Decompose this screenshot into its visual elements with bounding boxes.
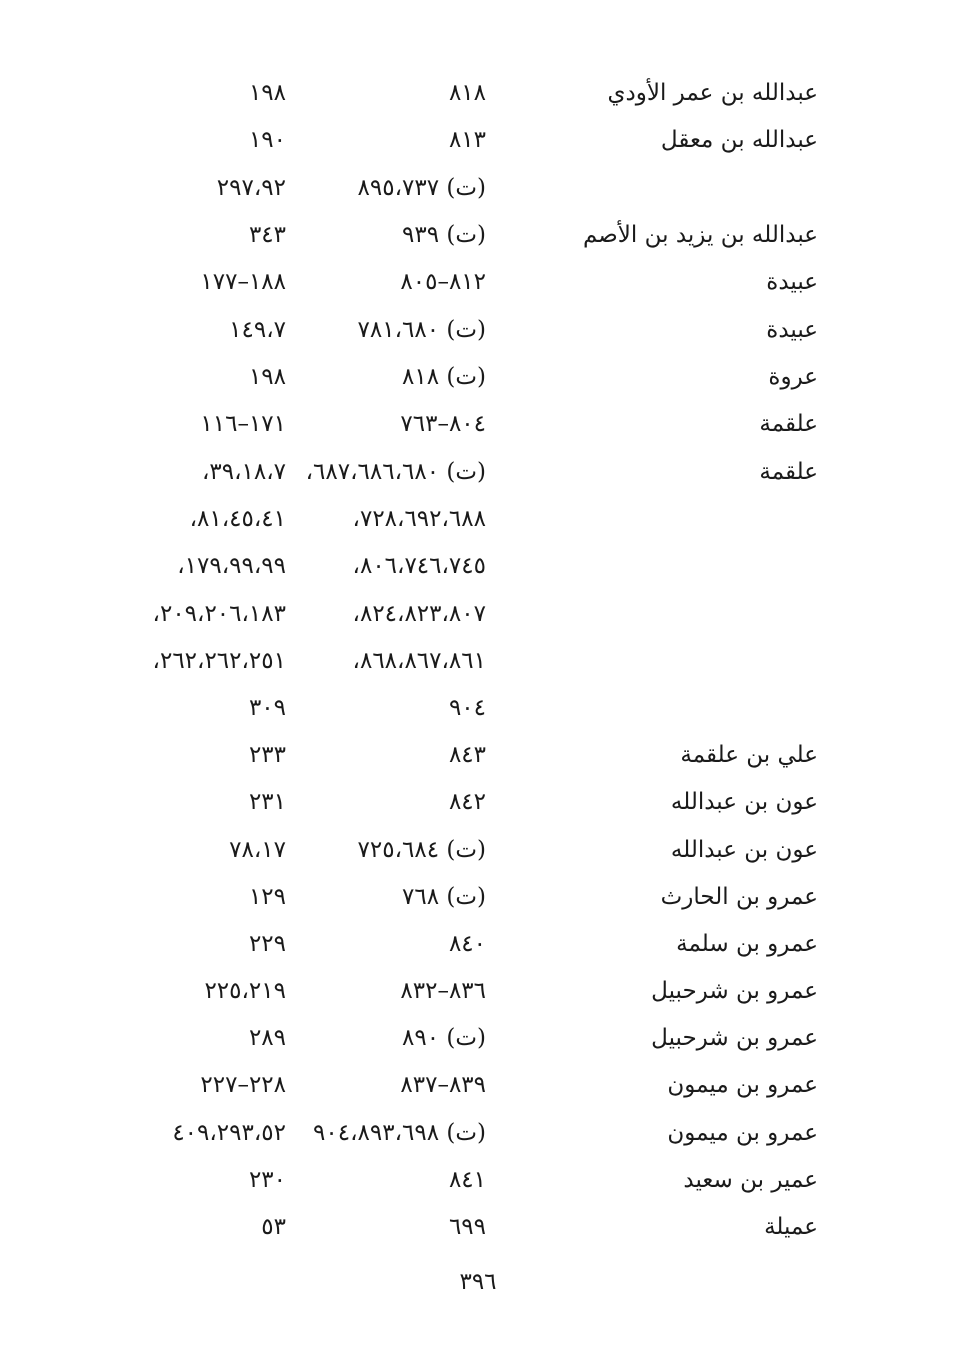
index-row [0, 404, 956, 444]
entry-refs: (ت) ٧٢٥،٦٨٤ [357, 837, 486, 863]
entry-name: عون بن عبدالله [670, 837, 818, 863]
index-row [0, 735, 956, 775]
entry-pages: ٣٠٩ [248, 695, 286, 721]
entry-refs: ٨١٣ [448, 127, 486, 153]
index-row [0, 499, 956, 539]
index-row [0, 546, 956, 586]
index-row [0, 1113, 956, 1153]
index-row [0, 120, 956, 160]
entry-name [518, 594, 818, 634]
entry-refs: ٨٤٠ [448, 931, 486, 957]
entry-name: عمرو بن ميمون [667, 1120, 818, 1146]
entry-name: عون بن عبدالله [670, 789, 818, 815]
index-row [0, 594, 956, 634]
entry-pages: ٣٤٣ [248, 222, 286, 248]
entry-name: عبدالله بن يزيد بن الأصم [582, 222, 818, 248]
entry-refs: ٨١٨ [448, 80, 486, 106]
entry-refs: ٨٣٩–٨٣٧ [400, 1072, 486, 1098]
index-row [0, 1065, 956, 1105]
index-row [0, 168, 956, 208]
entry-refs: ٨٤١ [448, 1167, 486, 1193]
entry-name: علي بن علقمة [680, 742, 818, 768]
entry-pages: ١٧١–١١٦ [200, 411, 286, 437]
entry-pages: ١٩٠ [248, 127, 286, 153]
entry-refs: (ت) ٦٨٧،٦٨٦،٦٨٠، [305, 459, 486, 485]
entry-name: عبدالله بن عمر الأودي [607, 80, 818, 106]
entry-name [518, 546, 818, 586]
entry-name: عميلة [764, 1214, 818, 1240]
entry-pages: ٢٦٢،٢٦٢،٢٥١، [152, 648, 286, 674]
index-row [0, 262, 956, 302]
entry-refs: ٨٠٤–٧٦٣ [400, 411, 486, 437]
entry-name: علقمة [759, 411, 818, 437]
entry-pages: ٢٠٩،٢٠٦،١٨٣، [152, 601, 286, 627]
entry-name: عمير بن سعيد [683, 1167, 818, 1193]
index-row [0, 924, 956, 964]
entry-pages: ٤٠٩،٢٩٣،٥٢ [172, 1120, 286, 1146]
entry-refs: (ت) ٩٣٩ [402, 222, 486, 248]
entry-name [518, 688, 818, 728]
index-row [0, 1207, 956, 1247]
entry-pages: ٥٣ [261, 1214, 286, 1240]
index-row [0, 641, 956, 681]
entry-refs: (ت) ٩٠٤،٨٩٣،٦٩٨ [313, 1120, 486, 1146]
entry-name: عبيدة [766, 269, 818, 295]
index-row [0, 452, 956, 492]
entry-pages: ٨١،٤٥،٤١، [189, 506, 286, 532]
index-row [0, 830, 956, 870]
page-number: ٣٩٦ [459, 1269, 497, 1295]
entry-name: عمرو بن سلمة [676, 931, 818, 957]
entry-refs: ٧٢٨،٦٩٢،٦٨٨، [352, 506, 486, 532]
entry-pages: ٢٣١ [248, 789, 286, 815]
entry-refs: (ت) ٨٩٠ [402, 1025, 486, 1051]
entry-refs: ٨٠٦،٧٤٦،٧٤٥، [352, 553, 486, 579]
entry-name [518, 499, 818, 539]
entry-refs: ٩٠٤ [448, 695, 486, 721]
entry-pages: ٢٣٠ [248, 1167, 286, 1193]
entry-refs: ٨٤٣ [448, 742, 486, 768]
index-row [0, 1018, 956, 1058]
entry-name: عمرو بن شرحبيل [651, 1025, 818, 1051]
entry-name [518, 641, 818, 681]
entry-pages: ١٨٨–١٧٧ [200, 269, 286, 295]
entry-pages: ١٧٩،٩٩،٩٩، [177, 553, 286, 579]
index-row [0, 971, 956, 1011]
entry-pages: ٢٣٣ [248, 742, 286, 768]
entry-pages: ٢٢٨–٢٢٧ [200, 1072, 286, 1098]
entry-pages: ١٢٩ [248, 884, 286, 910]
index-row [0, 1160, 956, 1200]
index-row [0, 357, 956, 397]
index-row [0, 782, 956, 822]
entry-refs: ٨٢٤،٨٢٣،٨٠٧، [352, 601, 486, 627]
entry-pages: ٢٢٥،٢١٩ [204, 978, 286, 1004]
entry-refs: (ت) ٧٦٨ [402, 884, 486, 910]
entry-name: عروة [768, 364, 818, 390]
entry-pages: ٧٨،١٧ [229, 837, 286, 863]
entry-refs: (ت) ٧٨١،٦٨٠ [357, 317, 486, 343]
entry-refs: ٨٤٢ [448, 789, 486, 815]
entry-refs: (ت) ٨٩٥،٧٣٧ [357, 175, 486, 201]
index-row [0, 877, 956, 917]
entry-pages: ٢٩٧،٩٢ [216, 175, 286, 201]
entry-name: علقمة [759, 459, 818, 485]
entry-pages: ٣٩،١٨،٧، [201, 459, 286, 485]
entry-name: عمرو بن ميمون [667, 1072, 818, 1098]
entry-name [518, 168, 818, 208]
entry-refs: ٦٩٩ [448, 1214, 486, 1240]
entry-refs: ٨٣٦–٨٣٢ [400, 978, 486, 1004]
index-row [0, 310, 956, 350]
entry-refs: ٨١٢–٨٠٥ [400, 269, 486, 295]
entry-name: عبدالله بن معقل [660, 127, 818, 153]
index-row [0, 73, 956, 113]
entry-name: عبيدة [766, 317, 818, 343]
entry-pages: ٢٨٩ [248, 1025, 286, 1051]
entry-refs: ٨٦٨،٨٦٧،٨٦١، [352, 648, 486, 674]
entry-pages: ١٩٨ [248, 80, 286, 106]
entry-pages: ١٤٩،٧ [229, 317, 286, 343]
entry-pages: ١٩٨ [248, 364, 286, 390]
entry-pages: ٢٢٩ [248, 931, 286, 957]
entry-name: عمرو بن شرحبيل [651, 978, 818, 1004]
entry-refs: (ت) ٨١٨ [402, 364, 486, 390]
index-row [0, 215, 956, 255]
entry-name: عمرو بن الحارث [660, 884, 818, 910]
index-row [0, 688, 956, 728]
